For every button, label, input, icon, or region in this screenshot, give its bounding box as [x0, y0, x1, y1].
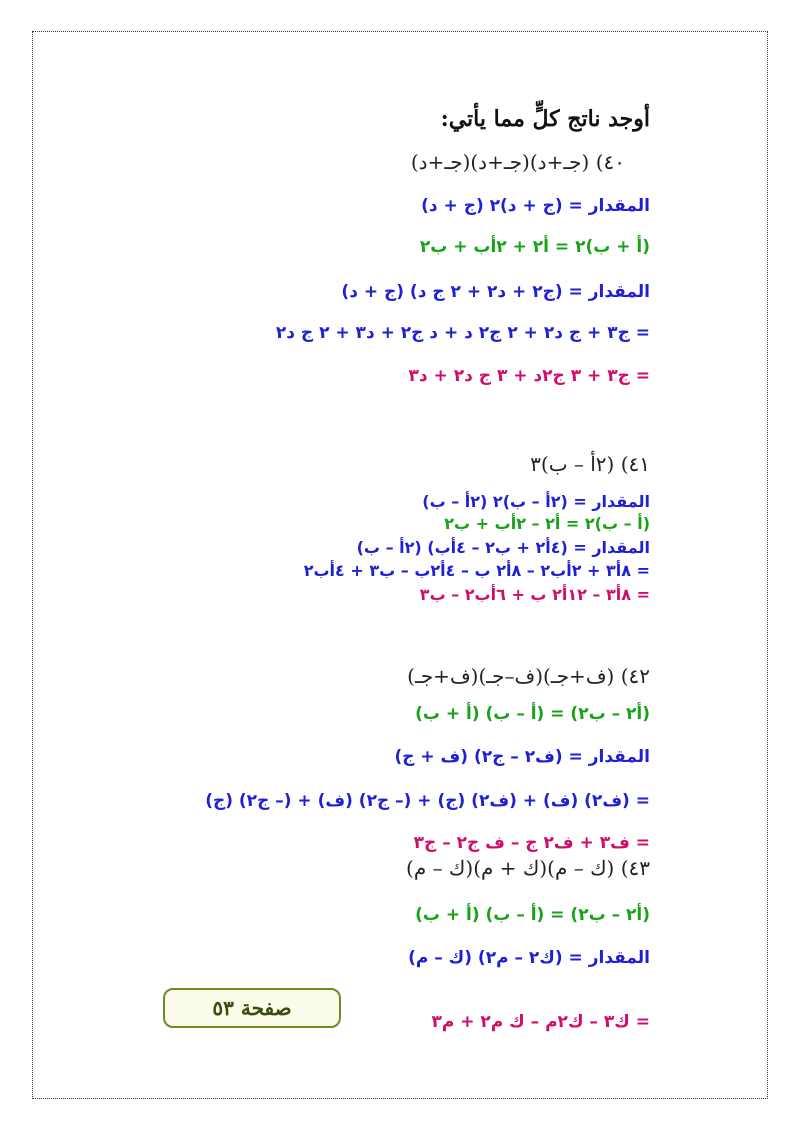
p40-identity: (أ + ب)٢ = أ٢ + ٢أب + ب٢: [419, 237, 650, 257]
p41-result: = ٨أ٣ – ١٢أ٢ ب + ٦أب٢ – ب٣: [419, 585, 650, 604]
p40-step-3: = ج٣ + ج د٢ + ٢ ج٢ د + د ج٢ + د٣ + ٢ ج د٢: [275, 323, 650, 343]
p42-step-1: المقدار = (ف٢ – ج٢) (ف + ج): [394, 747, 650, 767]
p42-identity: (أ٢ – ب٢) = (أ – ب) (أ + ب): [415, 704, 650, 724]
p41-step-1: المقدار = (٢أ – ب)٢ (٢أ – ب): [422, 492, 650, 511]
p43-result: = ك٣ – ك٢م – ك م٢ + م٣: [431, 1012, 650, 1032]
p41-step-3: = ٨أ٣ + ٢أب٢ – ٨أ٢ ب – ٤أ٢ب – ب٣ + ٤أب٢: [303, 561, 650, 580]
p40-step-2: المقدار = (ج٢ + د٢ + ٢ ج د) (ج + د): [341, 282, 650, 302]
problem-40-label: ٤٠) (جـ+د)(جـ+د)(جـ+د): [410, 150, 625, 174]
problem-42-label: ٤٢) (ف+جـ)(ف–جـ)(ف+جـ): [407, 664, 650, 688]
problem-43-label: ٤٣) (ك – م)(ك + م)(ك – م): [406, 856, 650, 880]
p40-result: = ج٣ + ٣ ج٢د + ٣ ج د٢ + د٣: [408, 366, 650, 386]
p43-step-1: المقدار = (ك٢ – م٢) (ك – م): [408, 948, 650, 968]
problem-41-label: ٤١) (٢أ – ب)٣: [530, 452, 650, 476]
p43-identity: (أ٢ – ب٢) = (أ – ب) (أ + ب): [415, 905, 650, 925]
page-number-label: صفحة ٥٣: [212, 996, 292, 1020]
p40-step-1: المقدار = (ج + د)٢ (ج + د): [421, 196, 650, 216]
p42-result: = ف٣ + ف٢ ج – ف ج٢ – ج٣: [413, 833, 650, 853]
page-number-badge: [163, 988, 341, 1028]
p42-step-2: = (ف٢) (ف) + (ف٢) (ج) + (– ج٢) (ف) + (– ج٢) (ج): [205, 791, 650, 811]
p41-step-2: المقدار = (٤أ٢ + ب٢ – ٤أب) (٢أ – ب): [356, 538, 650, 557]
page-heading: أوجد ناتج كلٍّ مما يأتي:: [440, 106, 650, 132]
p41-identity: (أ – ب)٢ = أ٢ – ٢أب + ب٢: [444, 514, 650, 533]
